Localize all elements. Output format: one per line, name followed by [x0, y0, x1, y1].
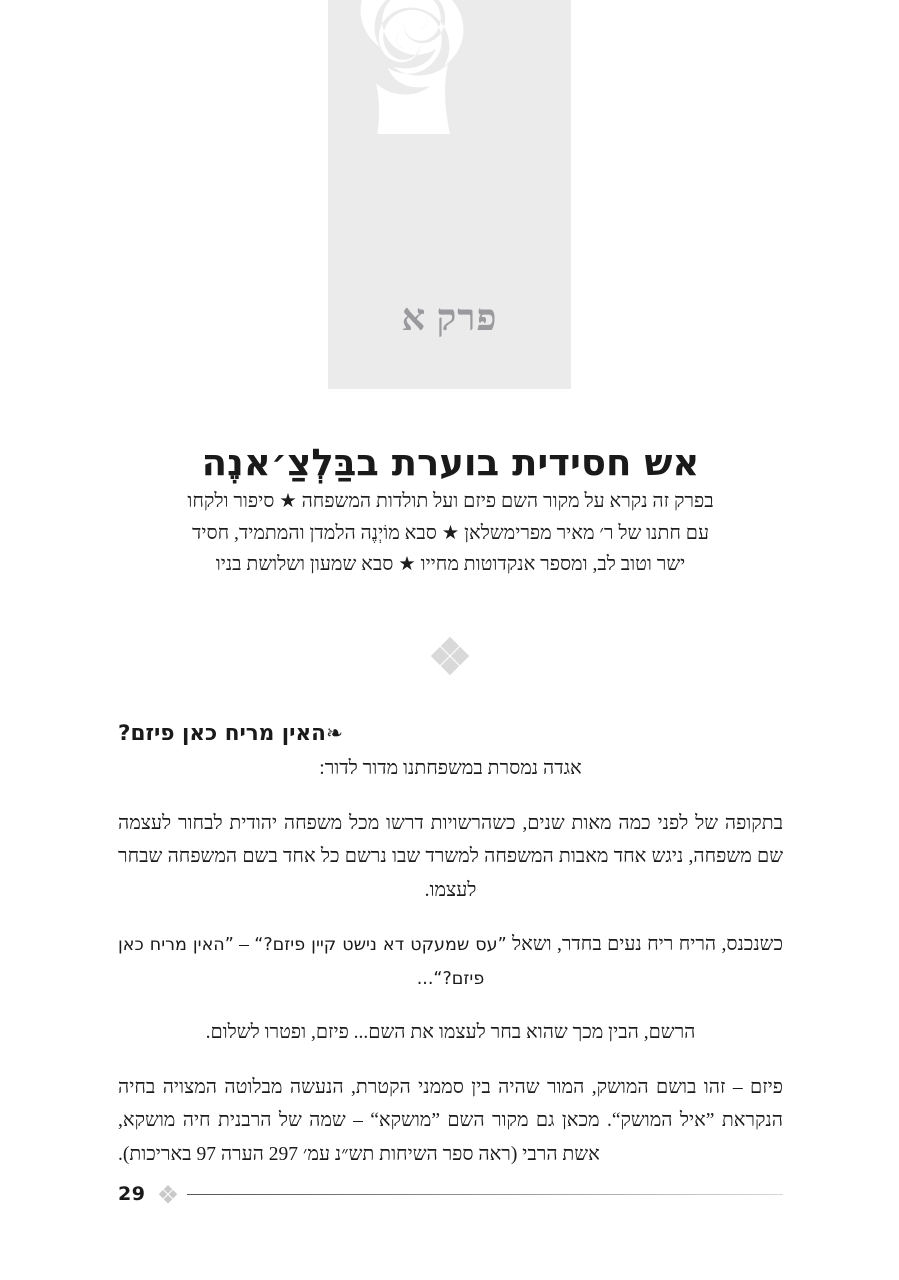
paragraph-4: פיזם – זהו בושם המושק, המור שהיה בין סממני הקטרת, הנעשה מבלוטה המצויה בחיה הנקראת ”איל המושק“. מכאן גם מקור השם ”מושקא“ – שמה של הרבנית חיה מושקא, אשת הרבי (ראה ספר השיחות תש״נ עמ׳ 297 הערה 97 באריכות). [118, 1076, 783, 1165]
four-diamond-ornament [0, 636, 899, 676]
chapter-label: פרק א [401, 298, 498, 339]
aldus-leaf-icon: ☙ [325, 721, 343, 744]
narration-text: כשנכנס, הריח ריח נעים בחדר, ושאל [506, 934, 784, 956]
paragraph-1: בתקופה של לפני כמה מאות שנים, כשהרשויות דרשו מכל משפחה יהודית לבחור לעצמה שם משפחה, ניגש אחד מאבות המשפחה למשרד שבו נרשם כל אחד בשם המשפחה שבחר לעצמו. [118, 812, 783, 901]
paragraph-3: הרשם, הבין מכך שהוא בחר לעצמו את השם... פיזם, ופטרו לשלום. [205, 1022, 696, 1044]
section-heading-text: האין מריח כאן פיזם? [118, 720, 326, 746]
four-diamond-ornament-icon [158, 1185, 178, 1204]
footer-rule [187, 1194, 783, 1195]
yiddish-quote: ”האין מריח כאן פיזם?“... [118, 935, 485, 989]
page-number: 29 [118, 1183, 146, 1205]
yiddish-quote: ”עס שמעקט דא נישט קיין פיזם?“ [254, 935, 507, 956]
page-title: אש חסידית בוערת בבַּלְצַ׳אנֶה [201, 440, 700, 484]
narration-text: – [233, 934, 255, 956]
paragraph-2 [118, 928, 783, 995]
chapter-banner [328, 0, 571, 389]
section-heading [118, 720, 783, 748]
page-footer [118, 1183, 783, 1205]
paragraph-lead: אגדה נמסרת במשפחתנו מדור לדור: [319, 758, 582, 779]
body-text-column [118, 752, 783, 1192]
filigree-scroll-ornament-icon [331, 0, 569, 134]
chapter-subtitle: בפרק זה נקרא על מקור השם פיזם ועל תולדות המשפחה ★ סיפור ולקחו עם חתנו של ר׳ מאיר מפרימשלאן ★ סבא מוֹיְנֶה הלמדן והמתמיד, חסיד ישר וטוב לב, ומספר אנקדוטות מחייו ★ סבא שמעון ושלושת בניו [187, 491, 714, 576]
